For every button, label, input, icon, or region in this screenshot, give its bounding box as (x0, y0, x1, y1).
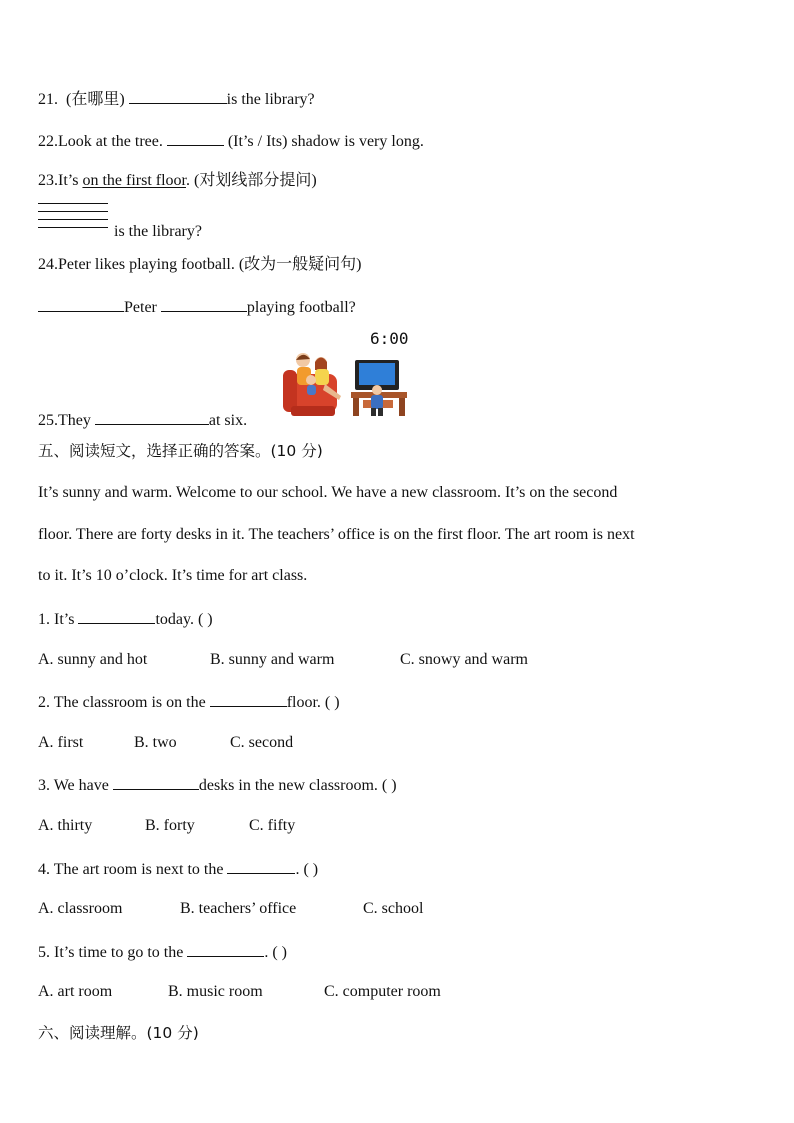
mc-options-5 (38, 982, 441, 1002)
answer-blank[interactable] (113, 774, 199, 790)
answer-parentheses[interactable]: ( ) (324, 694, 340, 711)
answer-parentheses[interactable]: ( ) (303, 861, 319, 878)
option-a[interactable]: A. sunny and hot (38, 651, 148, 668)
mc-question-2: 2. The classroom is on the floor. ( ) (38, 691, 340, 713)
option-a[interactable]: A. thirty (38, 817, 93, 834)
question-23: 23.It’s on the first floor. (对划线部分提问) (38, 172, 317, 189)
option-c[interactable]: C. computer room (324, 983, 441, 1000)
option-a[interactable]: A. classroom (38, 900, 123, 917)
question-25: 25.They at six. (38, 409, 247, 431)
mc-options-4 (38, 899, 423, 919)
question-22: 22.Look at the tree. (It’s / Its) shadow is very long. (38, 130, 424, 152)
mc-options-1 (38, 650, 528, 670)
family-watching-tv-illustration (281, 350, 409, 422)
option-b[interactable]: B. sunny and warm (210, 651, 335, 668)
answer-blank[interactable] (38, 296, 124, 312)
passage-line-2: floor. There are forty desks in it. The teachers’ office is on the first floor. The art room is next (38, 526, 635, 543)
option-b[interactable]: B. two (134, 734, 177, 751)
answer-blank[interactable] (78, 608, 155, 624)
section-6-heading: 六、阅读理解。(10 分) (38, 1024, 199, 1042)
mc-options-2 (38, 733, 293, 753)
answer-parentheses[interactable]: ( ) (272, 944, 287, 961)
answer-blank[interactable] (129, 88, 227, 104)
answer-blank[interactable] (95, 409, 209, 425)
clock-time: 6:00 (370, 329, 409, 348)
passage-line-3: to it. It’s 10 o’clock. It’s time for art class. (38, 567, 308, 584)
question-24: 24.Peter likes playing football. (改为一般疑问句) (38, 256, 362, 273)
answer-blank[interactable] (161, 296, 247, 312)
option-a[interactable]: A. art room (38, 983, 113, 1000)
option-b[interactable]: B. music room (168, 983, 263, 1000)
mc-question-3: 3. We have desks in the new classroom. ( ) (38, 774, 397, 796)
answer-blank[interactable] (167, 130, 224, 146)
option-b[interactable]: B. forty (145, 817, 195, 834)
mc-question-5: 5. It’s time to go to the . ( ) (38, 941, 287, 963)
question-21: 21. (在哪里) is the library? (38, 88, 315, 110)
mc-options-3 (38, 816, 295, 836)
option-c[interactable]: C. snowy and warm (400, 651, 528, 668)
answer-lines[interactable] (38, 203, 108, 235)
question-23-answer: is the library? (114, 223, 202, 240)
answer-blank[interactable] (187, 941, 264, 957)
mc-question-4: 4. The art room is next to the . ( ) (38, 858, 318, 880)
underlined-phrase: on the first floor (82, 172, 186, 189)
answer-blank[interactable] (210, 691, 287, 707)
question-24-answer: Peter playing football? (38, 296, 356, 318)
answer-parentheses[interactable]: ( ) (197, 611, 213, 628)
passage-line-1: It’s sunny and warm. Welcome to our school. We have a new classroom. It’s on the second (38, 484, 618, 501)
option-a[interactable]: A. first (38, 734, 84, 751)
option-c[interactable]: C. school (363, 900, 424, 917)
answer-parentheses[interactable]: ( ) (381, 777, 397, 794)
mc-question-1: 1. It’s today. ( ) (38, 608, 213, 630)
section-5-heading: 五、阅读短文，选择正确的答案。(10 分) (38, 442, 323, 460)
option-b[interactable]: B. teachers’ office (180, 900, 297, 917)
answer-blank[interactable] (227, 858, 295, 874)
option-c[interactable]: C. fifty (249, 817, 296, 834)
option-c[interactable]: C. second (230, 734, 294, 751)
